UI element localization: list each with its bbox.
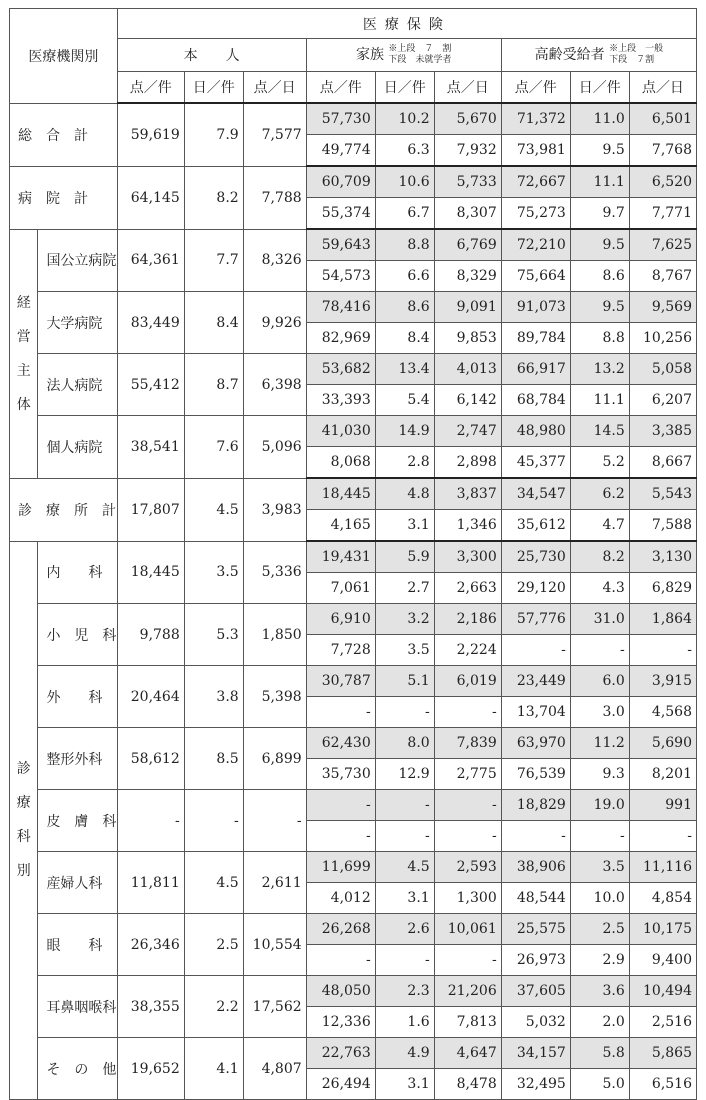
upper-cell: 4,013 <box>434 354 501 385</box>
honnin-cell: 38,541 <box>117 416 184 479</box>
upper-cell: 38,906 <box>501 852 570 883</box>
upper-cell: 91,073 <box>501 292 570 323</box>
lower-cell: 2.9 <box>570 945 629 976</box>
lower-cell: 5.4 <box>375 385 434 416</box>
table-row <box>10 166 697 198</box>
lower-cell: 9.7 <box>570 198 629 230</box>
honnin-cell: 3.5 <box>184 541 243 604</box>
upper-cell: 9,091 <box>434 292 501 323</box>
honnin-cell: 55,412 <box>117 354 184 416</box>
header-koureki-label: 高齢受給者 <box>534 47 605 63</box>
upper-cell: 10,494 <box>629 976 696 1007</box>
lower-cell: - <box>375 945 434 976</box>
upper-cell: 5.1 <box>375 666 434 697</box>
upper-cell: 25,730 <box>501 541 570 573</box>
unit-header: 点／日 <box>629 72 696 104</box>
upper-cell: 26,268 <box>306 914 375 945</box>
honnin-cell: 2.2 <box>184 976 243 1038</box>
upper-cell: 3,837 <box>434 478 501 510</box>
lower-cell: 7,771 <box>629 198 696 230</box>
upper-cell: 3,385 <box>629 416 696 447</box>
lower-cell: 8,478 <box>434 1069 501 1100</box>
upper-cell: 5,670 <box>434 103 501 135</box>
upper-cell: 3,300 <box>434 541 501 573</box>
honnin-cell: - <box>184 790 243 852</box>
lower-cell: 8,767 <box>629 261 696 292</box>
lower-cell: 6.3 <box>375 135 434 167</box>
upper-cell: 14.5 <box>570 416 629 447</box>
upper-cell: 25,575 <box>501 914 570 945</box>
honnin-cell: 3,983 <box>243 478 306 541</box>
lower-cell: 2,224 <box>434 635 501 666</box>
upper-cell: 31.0 <box>570 604 629 635</box>
lower-cell: 8,307 <box>434 198 501 230</box>
header-koureki <box>501 39 696 72</box>
row-label: 診 療 所 計 <box>10 478 118 541</box>
lower-cell: - <box>629 821 696 852</box>
honnin-cell: 17,807 <box>117 478 184 541</box>
lower-cell: 8,068 <box>306 447 375 479</box>
lower-cell: 12.9 <box>375 759 434 790</box>
upper-cell: 8.0 <box>375 728 434 759</box>
honnin-cell: 3.8 <box>184 666 243 728</box>
lower-cell: 7,061 <box>306 573 375 604</box>
row-label: 整形外科 <box>38 728 117 790</box>
lower-cell: 6,829 <box>629 573 696 604</box>
keiei-group-label: 経営主体 <box>10 229 38 478</box>
lower-cell: 10,256 <box>629 323 696 354</box>
honnin-cell: 11,811 <box>117 852 184 914</box>
upper-cell: 21,206 <box>434 976 501 1007</box>
table-row <box>10 354 697 385</box>
lower-cell: 75,664 <box>501 261 570 292</box>
unit-header: 点／件 <box>306 72 375 104</box>
unit-header: 日／件 <box>570 72 629 104</box>
table-row <box>10 541 697 573</box>
upper-cell: 23,449 <box>501 666 570 697</box>
lower-cell: 4,012 <box>306 883 375 914</box>
upper-cell: 3.6 <box>570 976 629 1007</box>
upper-cell: 6,520 <box>629 166 696 198</box>
lower-cell: 26,973 <box>501 945 570 976</box>
upper-cell: 11,116 <box>629 852 696 883</box>
row-label: そ の 他 <box>38 1038 117 1100</box>
upper-cell: 6,910 <box>306 604 375 635</box>
honnin-cell: 9,788 <box>117 604 184 666</box>
lower-cell: 8,667 <box>629 447 696 479</box>
lower-cell: 5.0 <box>570 1069 629 1100</box>
table-row <box>10 604 697 635</box>
upper-cell: 22,763 <box>306 1038 375 1069</box>
lower-cell: 48,544 <box>501 883 570 914</box>
upper-cell: 5.9 <box>375 541 434 573</box>
koureki-note-lower: 下段 ７割 <box>609 55 655 65</box>
lower-cell: 8,329 <box>434 261 501 292</box>
row-label: 耳鼻咽喉科 <box>38 976 117 1038</box>
upper-cell: 5,690 <box>629 728 696 759</box>
table-row <box>10 292 697 323</box>
honnin-cell: 8.7 <box>184 354 243 416</box>
table-row <box>10 976 697 1007</box>
upper-cell: 9,569 <box>629 292 696 323</box>
upper-cell: 72,667 <box>501 166 570 198</box>
upper-cell: 2,593 <box>434 852 501 883</box>
lower-cell: - <box>306 697 375 728</box>
upper-cell: 2,186 <box>434 604 501 635</box>
lower-cell: 9.3 <box>570 759 629 790</box>
upper-cell: 6,019 <box>434 666 501 697</box>
row-label: 法人病院 <box>38 354 117 416</box>
lower-cell: 5,032 <box>501 1007 570 1038</box>
header-org: 医療機関別 <box>10 9 118 104</box>
koureki-note-upper: ※上段 一般 <box>609 44 664 54</box>
lower-cell: 29,120 <box>501 573 570 604</box>
lower-cell: 9,853 <box>434 323 501 354</box>
lower-cell: - <box>375 821 434 852</box>
row-label: 小 児 科 <box>38 604 117 666</box>
table-row <box>10 666 697 697</box>
lower-cell: 3.5 <box>375 635 434 666</box>
lower-cell: 13,704 <box>501 697 570 728</box>
shinryo-group-label: 診療科別 <box>10 541 38 1100</box>
upper-cell: 3,915 <box>629 666 696 697</box>
lower-cell: 4,165 <box>306 510 375 542</box>
header-kazoku-note <box>388 44 451 66</box>
upper-cell: 7,625 <box>629 229 696 261</box>
upper-cell: 5.8 <box>570 1038 629 1069</box>
honnin-cell: 7,577 <box>243 103 306 166</box>
honnin-cell: 6,899 <box>243 728 306 790</box>
honnin-cell: 17,562 <box>243 976 306 1038</box>
upper-cell: 3.5 <box>570 852 629 883</box>
upper-cell: 2.5 <box>570 914 629 945</box>
upper-cell: 5,733 <box>434 166 501 198</box>
upper-cell: - <box>306 790 375 821</box>
upper-cell: 5,543 <box>629 478 696 510</box>
table-row <box>10 790 697 821</box>
lower-cell: 8,201 <box>629 759 696 790</box>
honnin-cell: 59,619 <box>117 103 184 166</box>
lower-cell: 49,774 <box>306 135 375 167</box>
upper-cell: 2.6 <box>375 914 434 945</box>
upper-cell: 13.4 <box>375 354 434 385</box>
unit-header: 点／日 <box>434 72 501 104</box>
honnin-cell: 4.5 <box>184 852 243 914</box>
upper-cell: 48,050 <box>306 976 375 1007</box>
lower-cell: 2.0 <box>570 1007 629 1038</box>
table-body <box>10 103 697 1100</box>
lower-cell: 54,573 <box>306 261 375 292</box>
lower-cell: 26,494 <box>306 1069 375 1100</box>
table-row <box>10 103 697 135</box>
upper-cell: 10,175 <box>629 914 696 945</box>
upper-cell: 34,157 <box>501 1038 570 1069</box>
honnin-cell: 4.5 <box>184 478 243 541</box>
lower-cell: 73,981 <box>501 135 570 167</box>
upper-cell: 6.0 <box>570 666 629 697</box>
lower-cell: 2.7 <box>375 573 434 604</box>
lower-cell: 8.6 <box>570 261 629 292</box>
upper-cell: 72,210 <box>501 229 570 261</box>
honnin-cell: 7.7 <box>184 229 243 292</box>
upper-cell: 10,061 <box>434 914 501 945</box>
row-label: 国公立病院 <box>38 229 117 292</box>
lower-cell: 76,539 <box>501 759 570 790</box>
lower-cell: - <box>434 821 501 852</box>
lower-cell: 5.2 <box>570 447 629 479</box>
lower-cell: 35,730 <box>306 759 375 790</box>
upper-cell: 18,445 <box>306 478 375 510</box>
lower-cell: 3.1 <box>375 883 434 914</box>
table-row <box>10 229 697 261</box>
lower-cell: 6,142 <box>434 385 501 416</box>
upper-cell: 9.5 <box>570 292 629 323</box>
upper-cell: 19.0 <box>570 790 629 821</box>
honnin-cell: 19,652 <box>117 1038 184 1100</box>
honnin-cell: 4,807 <box>243 1038 306 1100</box>
lower-cell: 45,377 <box>501 447 570 479</box>
lower-cell: 7,728 <box>306 635 375 666</box>
upper-cell: 10.6 <box>375 166 434 198</box>
kazoku-note-lower: 下段 未就学者 <box>388 55 452 65</box>
lower-cell: - <box>570 635 629 666</box>
lower-cell: 9.5 <box>570 135 629 167</box>
row-label: 内 科 <box>38 541 117 604</box>
lower-cell: 3.0 <box>570 697 629 728</box>
upper-cell: 63,970 <box>501 728 570 759</box>
table-row <box>10 1038 697 1069</box>
upper-cell: 6,501 <box>629 103 696 135</box>
upper-cell: 10.2 <box>375 103 434 135</box>
lower-cell: 33,393 <box>306 385 375 416</box>
upper-cell: 2,747 <box>434 416 501 447</box>
upper-cell: 3.2 <box>375 604 434 635</box>
upper-cell: 11,699 <box>306 852 375 883</box>
row-label: 産婦人科 <box>38 852 117 914</box>
upper-cell: 62,430 <box>306 728 375 759</box>
honnin-cell: 64,145 <box>117 166 184 229</box>
upper-cell: 5,865 <box>629 1038 696 1069</box>
lower-cell: 6.7 <box>375 198 434 230</box>
upper-cell: 13.2 <box>570 354 629 385</box>
honnin-cell: 8,326 <box>243 229 306 292</box>
unit-header: 日／件 <box>184 72 243 104</box>
honnin-cell: 8.5 <box>184 728 243 790</box>
lower-cell: 7,588 <box>629 510 696 542</box>
upper-cell: - <box>375 790 434 821</box>
lower-cell: 1.6 <box>375 1007 434 1038</box>
lower-cell: 2,775 <box>434 759 501 790</box>
upper-cell: 8.6 <box>375 292 434 323</box>
lower-cell: 35,612 <box>501 510 570 542</box>
honnin-cell: 6,398 <box>243 354 306 416</box>
lower-cell: 75,273 <box>501 198 570 230</box>
lower-cell: 3.1 <box>375 1069 434 1100</box>
upper-cell: 991 <box>629 790 696 821</box>
lower-cell: 4,568 <box>629 697 696 728</box>
lower-cell: - <box>629 635 696 666</box>
lower-cell: 4.3 <box>570 573 629 604</box>
upper-cell: 4,647 <box>434 1038 501 1069</box>
honnin-cell: 7.9 <box>184 103 243 166</box>
upper-cell: 78,416 <box>306 292 375 323</box>
upper-cell: 11.0 <box>570 103 629 135</box>
lower-cell: 32,495 <box>501 1069 570 1100</box>
upper-cell: - <box>434 790 501 821</box>
upper-cell: 41,030 <box>306 416 375 447</box>
lower-cell: 6,207 <box>629 385 696 416</box>
lower-cell: 7,813 <box>434 1007 501 1038</box>
lower-cell: - <box>434 697 501 728</box>
upper-cell: 30,787 <box>306 666 375 697</box>
honnin-cell: 8.4 <box>184 292 243 354</box>
header-kazoku-label: 家族 <box>355 47 384 63</box>
header-honnin: 本 人 <box>117 39 306 72</box>
upper-cell: 9.5 <box>570 229 629 261</box>
row-label: 外 科 <box>38 666 117 728</box>
lower-cell: 3.1 <box>375 510 434 542</box>
honnin-cell: 38,355 <box>117 976 184 1038</box>
honnin-cell: 5,096 <box>243 416 306 479</box>
lower-cell: 7,768 <box>629 135 696 167</box>
honnin-cell: 2,611 <box>243 852 306 914</box>
honnin-cell: 7,788 <box>243 166 306 229</box>
honnin-cell: 5,398 <box>243 666 306 728</box>
lower-cell: - <box>434 945 501 976</box>
upper-cell: 53,682 <box>306 354 375 385</box>
upper-cell: 4.9 <box>375 1038 434 1069</box>
upper-cell: 6.2 <box>570 478 629 510</box>
table-row <box>10 728 697 759</box>
lower-cell: 7,932 <box>434 135 501 167</box>
lower-cell: 55,374 <box>306 198 375 230</box>
upper-cell: 59,643 <box>306 229 375 261</box>
honnin-cell: 5.3 <box>184 604 243 666</box>
unit-header: 点／件 <box>117 72 184 104</box>
lower-cell: - <box>375 697 434 728</box>
upper-cell: 34,547 <box>501 478 570 510</box>
lower-cell: 8.8 <box>570 323 629 354</box>
lower-cell: 68,784 <box>501 385 570 416</box>
unit-header: 点／件 <box>501 72 570 104</box>
lower-cell: - <box>306 821 375 852</box>
upper-cell: 1,864 <box>629 604 696 635</box>
lower-cell: 4,854 <box>629 883 696 914</box>
upper-cell: 19,431 <box>306 541 375 573</box>
honnin-cell: 8.2 <box>184 166 243 229</box>
upper-cell: 8.2 <box>570 541 629 573</box>
upper-cell: 37,605 <box>501 976 570 1007</box>
table-row <box>10 478 697 510</box>
row-label: 皮 膚 科 <box>38 790 117 852</box>
honnin-cell: 18,445 <box>117 541 184 604</box>
upper-cell: 2.3 <box>375 976 434 1007</box>
lower-cell: - <box>501 821 570 852</box>
table-row <box>10 914 697 945</box>
upper-cell: 48,980 <box>501 416 570 447</box>
kazoku-note-upper: ※上段 ７ 割 <box>388 44 452 54</box>
honnin-cell: 20,464 <box>117 666 184 728</box>
honnin-cell: 5,336 <box>243 541 306 604</box>
upper-cell: 57,730 <box>306 103 375 135</box>
row-label: 眼 科 <box>38 914 117 976</box>
lower-cell: 2,898 <box>434 447 501 479</box>
lower-cell: - <box>306 945 375 976</box>
lower-cell: 11.1 <box>570 385 629 416</box>
honnin-cell: - <box>243 790 306 852</box>
honnin-cell: 26,346 <box>117 914 184 976</box>
header-kazoku <box>306 39 501 72</box>
lower-cell: 12,336 <box>306 1007 375 1038</box>
table-row <box>10 416 697 447</box>
honnin-cell: 58,612 <box>117 728 184 790</box>
lower-cell: 1,300 <box>434 883 501 914</box>
upper-cell: 4.8 <box>375 478 434 510</box>
upper-cell: 5,058 <box>629 354 696 385</box>
row-label: 大学病院 <box>38 292 117 354</box>
unit-header: 日／件 <box>375 72 434 104</box>
medical-cost-table <box>9 8 697 1100</box>
honnin-cell: - <box>117 790 184 852</box>
upper-cell: 6,769 <box>434 229 501 261</box>
honnin-cell: 64,361 <box>117 229 184 292</box>
honnin-cell: 9,926 <box>243 292 306 354</box>
lower-cell: 4.7 <box>570 510 629 542</box>
upper-cell: 3,130 <box>629 541 696 573</box>
header-insurance: 医療保険 <box>117 9 696 39</box>
upper-cell: 8.8 <box>375 229 434 261</box>
row-label: 病 院 計 <box>10 166 118 229</box>
honnin-cell: 10,554 <box>243 914 306 976</box>
lower-cell: 8.4 <box>375 323 434 354</box>
upper-cell: 60,709 <box>306 166 375 198</box>
lower-cell: 1,346 <box>434 510 501 542</box>
lower-cell: 6,516 <box>629 1069 696 1100</box>
upper-cell: 11.2 <box>570 728 629 759</box>
honnin-cell: 7.6 <box>184 416 243 479</box>
upper-cell: 7,839 <box>434 728 501 759</box>
lower-cell: 9,400 <box>629 945 696 976</box>
upper-cell: 4.5 <box>375 852 434 883</box>
row-label: 総 合 計 <box>10 103 118 166</box>
upper-cell: 71,372 <box>501 103 570 135</box>
lower-cell: 2,516 <box>629 1007 696 1038</box>
upper-cell: 18,829 <box>501 790 570 821</box>
lower-cell: 2,663 <box>434 573 501 604</box>
honnin-cell: 83,449 <box>117 292 184 354</box>
upper-cell: 14.9 <box>375 416 434 447</box>
honnin-cell: 2.5 <box>184 914 243 976</box>
upper-cell: 57,776 <box>501 604 570 635</box>
lower-cell: 6.6 <box>375 261 434 292</box>
unit-header: 点／日 <box>243 72 306 104</box>
upper-cell: 66,917 <box>501 354 570 385</box>
honnin-cell: 4.1 <box>184 1038 243 1100</box>
lower-cell: 2.8 <box>375 447 434 479</box>
lower-cell: - <box>501 635 570 666</box>
header-koureki-note <box>609 44 663 66</box>
lower-cell: 89,784 <box>501 323 570 354</box>
lower-cell: 10.0 <box>570 883 629 914</box>
row-label: 個人病院 <box>38 416 117 479</box>
honnin-cell: 1,850 <box>243 604 306 666</box>
lower-cell: 82,969 <box>306 323 375 354</box>
lower-cell: - <box>570 821 629 852</box>
table-row <box>10 852 697 883</box>
upper-cell: 11.1 <box>570 166 629 198</box>
